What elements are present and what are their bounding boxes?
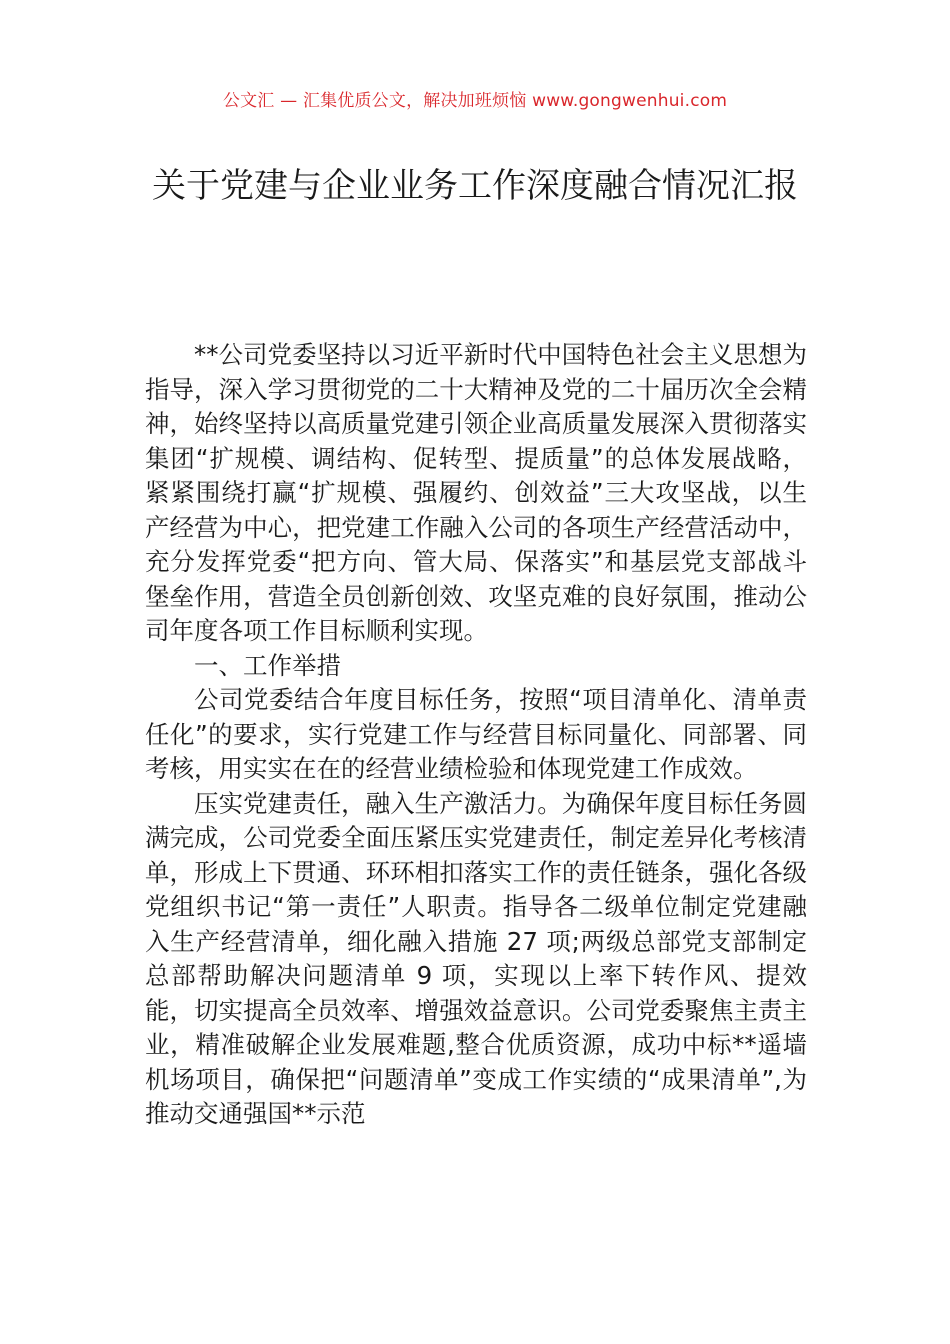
header-banner: 公文汇 — 汇集优质公文，解决加班烦恼 www.gongwenhui.com <box>222 91 728 111</box>
document-body <box>145 338 807 1132</box>
paragraph-intro: **公司党委坚持以习近平新时代中国特色社会主义思想为指导，深入学习贯彻党的二十大精神及党的二十届历次全会精神，始终坚持以高质量党建引领企业高质量发展深入贯彻落实集团“扩规模、调结构、促转型、提质量”的总体发展战略，紧紧围绕打赢“扩规模、强履约、创效益”三大攻坚战，以生产经营为中心，把党建工作融入公司的各项生产经营活动中，充分发挥党委“把方向、管大局、保落实”和基层党支部战斗堡垒作用，营造全员创新创效、攻坚克难的良好氛围，推动公司年度各项工作目标顺利实现。 <box>145 340 807 645</box>
paragraph-party-responsibility: 压实党建责任，融入生产激活力。为确保年度目标任务圆满完成，公司党委全面压紧压实党建责任，制定差异化考核清单，形成上下贯通、环环相扣落实工作的责任链条，强化各级党组织书记“第一责任”人职责。指导各二级单位制定党建融入生产经营清单，细化融入措施 27 项;两级总部党支部制定总部帮助解决问题清单 9 项，实现以上率下转作风、提效能，切实提高全员效率、增强效益意识。公司党委聚焦主责主业，精准破解企业发展难题,整合优质资源，成功中标**遥墙机场项目，确保把“问题清单”变成工作实绩的“成果清单”,为推动交通强国**示范 <box>145 788 807 1128</box>
document-title: 关于党建与企业业务工作深度融合情况汇报 <box>152 166 798 206</box>
paragraph-measures-overview: 公司党委结合年度目标任务，按照“项目清单化、清单责任化”的要求，实行党建工作与经营目标同量化、同部署、同考核，用实实在在的经营业绩检验和体现党建工作成效。 <box>145 685 807 783</box>
section-heading-work-measures: 一、工作举措 <box>194 650 341 680</box>
